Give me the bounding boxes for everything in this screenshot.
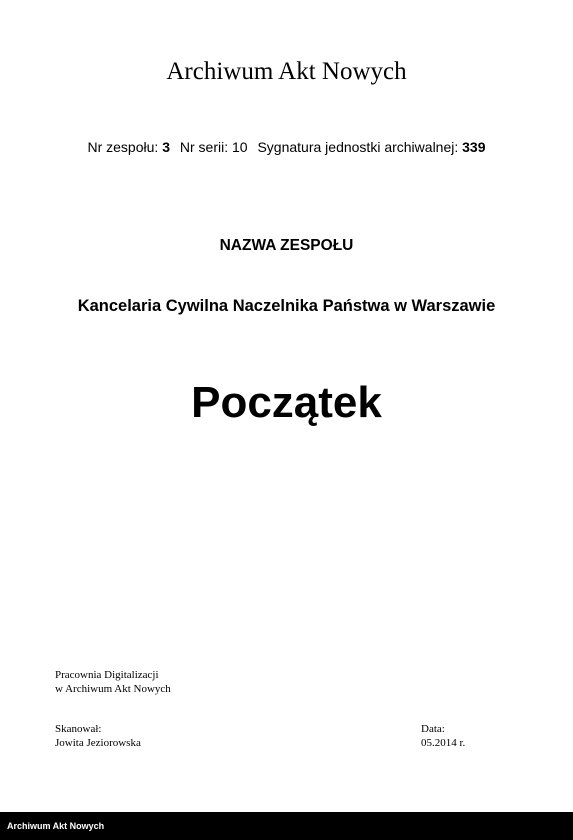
signature-number: 339 [462,139,486,155]
scanned-by-label: Skanował: [55,723,102,735]
footer-text: Archiwum Akt Nowych [7,821,105,831]
digitization-lab [55,668,171,696]
scanned-by-name: Jowita Jeziorowska [55,737,141,749]
archive-title: Archiwum Akt Nowych [166,58,407,85]
reference-line [0,138,573,156]
fond-number-label: Nr zespołu: [87,139,159,155]
series-number-label: Nr serii: [179,139,229,155]
footer-bar [0,812,573,840]
fond-number: 3 [162,139,170,155]
scanned-by [55,722,141,750]
lab-line-1: Pracownia Digitalizacji [55,669,159,681]
document-title: Początek [191,378,382,427]
scan-date [421,722,465,750]
signature-label: Sygnatura jednostki archiwalnej: [257,139,459,155]
fond-name: Kancelaria Cywilna Naczelnika Państwa w Warszawie [77,297,496,315]
scan-date-label: Data: [421,723,445,735]
scan-date-value: 05.2014 r. [421,737,466,749]
series-number: 10 [232,139,248,155]
fond-heading: NAZWA ZESPOŁU [219,237,354,254]
lab-line-2: w Archiwum Akt Nowych [55,683,171,695]
